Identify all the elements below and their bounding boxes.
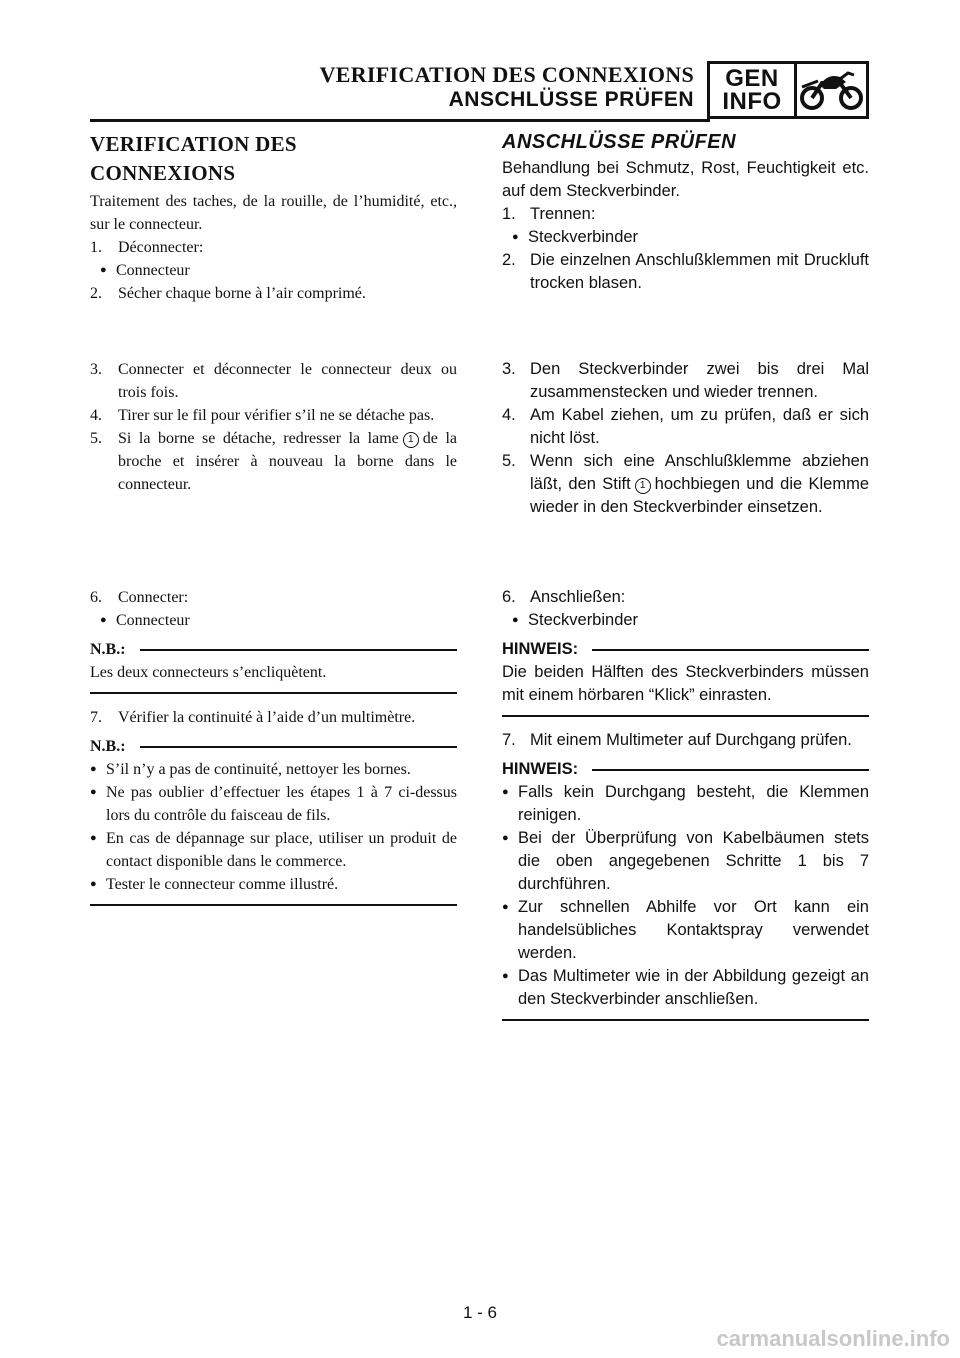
fr-step-5-text-b: de la broche et insérer à nouveau la borne dans le connecteur. bbox=[118, 430, 457, 493]
watermark: carmanualsonline.info bbox=[716, 1326, 950, 1351]
note-rule bbox=[140, 746, 457, 748]
fr-step-6 bbox=[90, 586, 457, 609]
de-step-5-num: 5. bbox=[502, 452, 516, 470]
de-step-4-text: Am Kabel ziehen, um zu prüfen, daß er sich nicht löst. bbox=[530, 406, 869, 447]
de-note-2-item-text: Bei der Überprüfung von Kabelbäumen stets die oben angegebenen Schritte 1 bis 7 durchführen. bbox=[518, 829, 869, 893]
de-step-5 bbox=[502, 450, 869, 519]
fr-note-2-item bbox=[90, 827, 457, 873]
fr-step-3-num: 3. bbox=[90, 361, 102, 378]
de-step-6-num: 6. bbox=[502, 588, 516, 606]
de-step-1-text: Trennen: bbox=[530, 205, 596, 223]
bullet-icon: ● bbox=[502, 901, 509, 913]
page-number: 1 - 6 bbox=[462, 1303, 498, 1322]
bullet-icon: ● bbox=[512, 614, 519, 626]
fr-step-6-num: 6. bbox=[90, 589, 102, 606]
de-note-2-item bbox=[502, 827, 869, 896]
de-step-6-item bbox=[502, 609, 869, 632]
fr-section-top bbox=[90, 130, 457, 305]
fr-section-middle bbox=[90, 358, 457, 496]
de-note-1-label: HINWEIS: bbox=[502, 640, 579, 658]
fr-step-5-text-a: Si la borne se détache, redresser la lame bbox=[118, 430, 399, 447]
fr-step-4-num: 4. bbox=[90, 407, 102, 424]
fr-step-6-item-text: Connecteur bbox=[116, 612, 190, 629]
bullet-icon: ● bbox=[100, 264, 107, 276]
fr-step-7-text: Vérifier la continuité à l’aide d’un multimètre. bbox=[118, 709, 416, 726]
fr-step-6-item bbox=[90, 609, 457, 632]
de-note-2-header bbox=[502, 758, 869, 781]
badge-line1: GEN bbox=[725, 65, 779, 92]
de-intro: Behandlung bei Schmutz, Rost, Feuchtigkeit etc. auf dem Steckverbinder. bbox=[502, 159, 869, 200]
note-rule bbox=[592, 649, 869, 651]
fr-note-2-item bbox=[90, 873, 457, 896]
note-end-rule bbox=[502, 1019, 869, 1021]
bullet-icon: ● bbox=[502, 970, 509, 982]
fr-step-4 bbox=[90, 404, 457, 427]
de-step-1-item bbox=[502, 226, 869, 249]
fr-note-1-label: N.B.: bbox=[90, 641, 126, 658]
note-rule bbox=[592, 769, 869, 771]
de-note-2-item bbox=[502, 965, 869, 1011]
de-step-1 bbox=[502, 203, 869, 226]
de-note-2-item bbox=[502, 781, 869, 827]
note-end-rule bbox=[90, 692, 457, 694]
de-step-4 bbox=[502, 404, 869, 450]
de-title: ANSCHLÜSSE PRÜFEN bbox=[502, 131, 737, 153]
fr-section-bottom bbox=[90, 586, 457, 906]
de-step-7-text: Mit einem Multimeter auf Durchgang prüfen. bbox=[530, 731, 852, 749]
fr-step-1-item-text: Connecteur bbox=[116, 262, 190, 279]
de-note-2-item bbox=[502, 896, 869, 965]
badge-line2: INFO bbox=[722, 88, 782, 115]
de-step-2-text: Die einzelnen Anschlußklemmen mit Druckluft trocken blasen. bbox=[530, 251, 869, 292]
de-note-2-item-text: Das Multimeter wie in der Abbildung gezeigt an den Steckverbinder anschließen. bbox=[518, 967, 869, 1008]
fr-title-line2: CONNEXIONS bbox=[90, 161, 236, 185]
badge-icon-cell bbox=[797, 64, 866, 116]
fr-intro: Traitement des taches, de la rouille, de l’humidité, etc., sur le connecteur. bbox=[90, 193, 457, 233]
bullet-icon: ● bbox=[502, 786, 509, 798]
badge-text bbox=[710, 64, 797, 116]
bullet-icon: ● bbox=[90, 763, 97, 775]
note-end-rule bbox=[90, 904, 457, 906]
de-note-2-item-text: Zur schnellen Abhilfe vor Ort kann ein handelsübliches Kontaktspray verwendet werden. bbox=[518, 898, 869, 962]
fr-step-1-num: 1. bbox=[90, 239, 102, 256]
fr-note-2-item-text: S’il n’y a pas de continuité, nettoyer les bornes. bbox=[106, 761, 411, 778]
fr-note-2-item bbox=[90, 758, 457, 781]
de-step-6-item-text: Steckverbinder bbox=[528, 611, 639, 629]
de-step-6-text: Anschließen: bbox=[530, 588, 626, 606]
de-step-7 bbox=[502, 729, 869, 752]
de-step-3-text: Den Steckverbinder zwei bis drei Mal zusammenstecken und wieder trennen. bbox=[530, 360, 869, 401]
motorcycle-icon bbox=[800, 69, 864, 111]
de-step-7-num: 7. bbox=[502, 731, 516, 749]
de-step-2-num: 2. bbox=[502, 251, 516, 269]
fr-step-5 bbox=[90, 427, 457, 496]
de-step-2 bbox=[502, 249, 869, 295]
de-note-2-item-text: Falls kein Durchgang besteht, die Klemmen reinigen. bbox=[518, 783, 869, 824]
de-note-1-header bbox=[502, 638, 869, 661]
header-rule bbox=[90, 119, 710, 122]
fr-note-2-label: N.B.: bbox=[90, 738, 126, 755]
fr-step-7-num: 7. bbox=[90, 709, 102, 726]
bullet-icon: ● bbox=[90, 786, 97, 798]
de-step-5-text bbox=[530, 450, 869, 519]
fr-step-2-text: Sécher chaque borne à l’air comprimé. bbox=[118, 285, 366, 302]
fr-step-2 bbox=[90, 282, 457, 305]
de-step-1-item-text: Steckverbinder bbox=[528, 228, 639, 246]
fr-step-7 bbox=[90, 706, 457, 729]
fr-note-2-item-text: Ne pas oublier d’effectuer les étapes 1 à 7 ci-dessus lors du contrôle du faisceau de fils. bbox=[106, 784, 457, 824]
de-section-top bbox=[502, 128, 869, 295]
fr-step-1-item bbox=[90, 259, 457, 282]
header-title-de: ANSCHLÜSSE PRÜFEN bbox=[448, 88, 694, 111]
fr-step-6-text: Connecter: bbox=[118, 589, 189, 606]
de-note-1-text: Die beiden Hälften des Steckverbinders müssen mit einem hörbaren “Klick” einrasten. bbox=[502, 663, 869, 704]
gen-info-badge bbox=[707, 61, 869, 119]
fr-note-1-text: Les deux connecteurs s’encliquètent. bbox=[90, 664, 327, 681]
bullet-icon: ● bbox=[512, 231, 519, 243]
de-step-3-num: 3. bbox=[502, 360, 516, 378]
fr-step-2-num: 2. bbox=[90, 285, 102, 302]
de-section-bottom bbox=[502, 586, 869, 1021]
fr-note-2-item bbox=[90, 781, 457, 827]
de-note-2-label: HINWEIS: bbox=[502, 760, 579, 778]
bullet-icon: ● bbox=[502, 832, 509, 844]
fr-note-1-header bbox=[90, 638, 457, 661]
fr-note-2-header bbox=[90, 735, 457, 758]
bullet-icon: ● bbox=[90, 878, 97, 890]
de-step-6 bbox=[502, 586, 869, 609]
fr-title-line1: VERIFICATION DES bbox=[90, 132, 297, 156]
ref-callout-1: 1 bbox=[403, 432, 419, 448]
note-rule bbox=[140, 649, 457, 651]
fr-note-2-item-text: Tester le connecteur comme illustré. bbox=[106, 876, 339, 893]
fr-note-2-item-text: En cas de dépannage sur place, utiliser un produit de contact disponible dans le commerce. bbox=[106, 830, 457, 870]
fr-step-4-text: Tirer sur le fil pour vérifier s’il ne se détache pas. bbox=[118, 407, 435, 424]
note-end-rule bbox=[502, 715, 869, 717]
bullet-icon: ● bbox=[90, 832, 97, 844]
header-title-fr: VERIFICATION DES CONNEXIONS bbox=[319, 62, 694, 87]
ref-callout-1: 1 bbox=[635, 478, 651, 494]
fr-step-5-num: 5. bbox=[90, 430, 102, 447]
fr-step-3 bbox=[90, 358, 457, 404]
de-step-4-num: 4. bbox=[502, 406, 516, 424]
de-section-middle bbox=[502, 358, 869, 519]
bullet-icon: ● bbox=[100, 614, 107, 626]
fr-step-1-text: Déconnecter: bbox=[118, 239, 204, 256]
fr-step-1 bbox=[90, 236, 457, 259]
fr-step-3-text: Connecter et déconnecter le connecteur deux ou trois fois. bbox=[118, 361, 457, 401]
de-step-5-text-b: hochbiegen und die Klemme wieder in den Steckverbinder einsetzen. bbox=[530, 475, 869, 516]
de-step-3 bbox=[502, 358, 869, 404]
de-step-5-text-a: Wenn sich eine Anschlußklemme abziehen läßt, den Stift bbox=[530, 452, 869, 493]
fr-step-5-text bbox=[118, 427, 457, 496]
de-step-1-num: 1. bbox=[502, 205, 516, 223]
